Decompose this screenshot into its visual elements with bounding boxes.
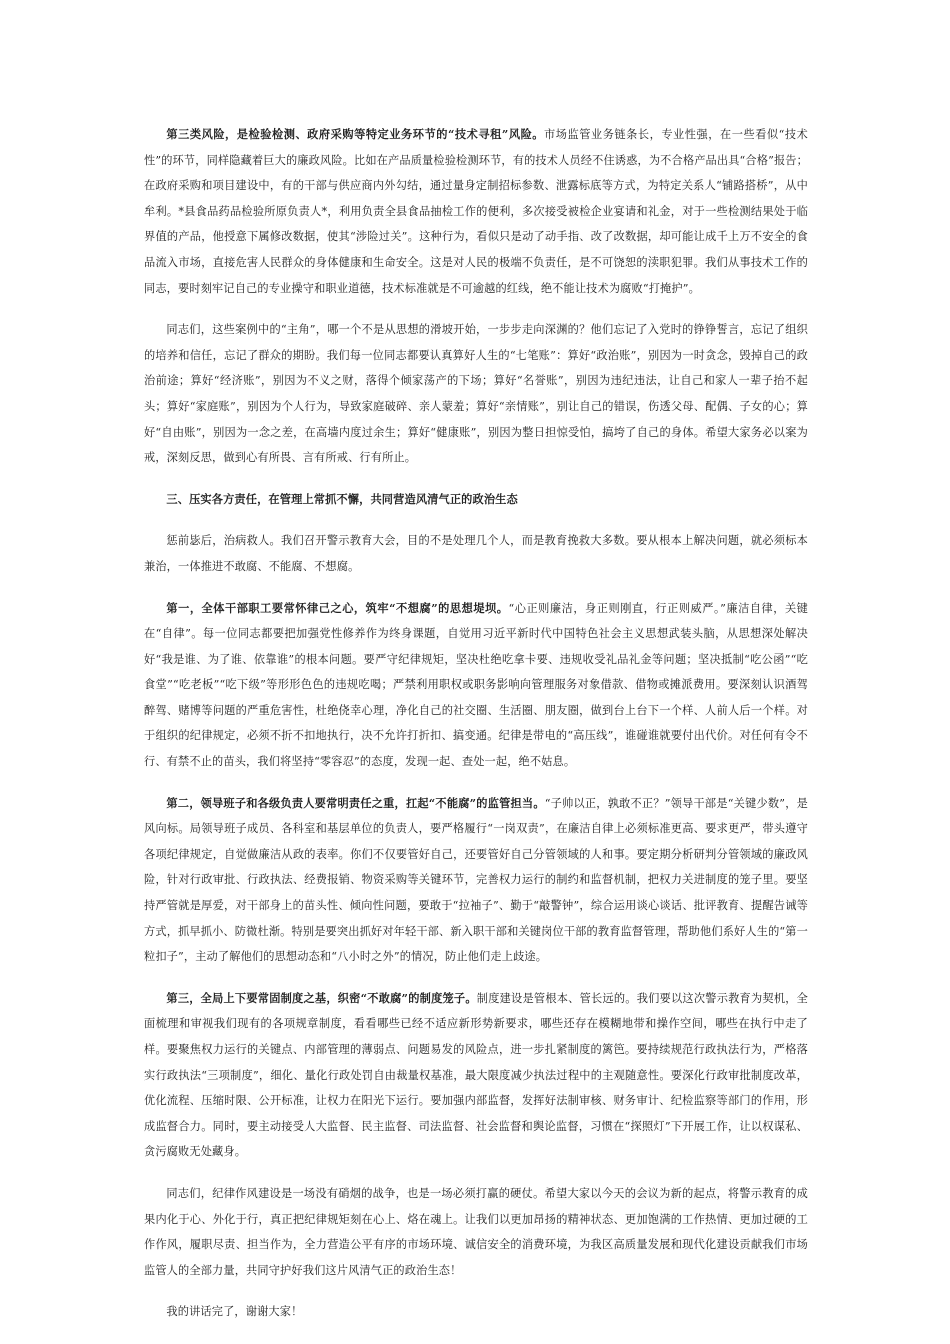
paragraph-technical-rent-risk: [144, 122, 808, 301]
paragraph-cure-and-save: [144, 528, 808, 579]
paragraph-closing-call: [144, 1181, 808, 1283]
paragraph-text: 制度建设是管根本、管长远的。我们要以这次警示教育为契机，全面梳理和审视我们现有的各项规章制度，看看哪些已经不适应新形势新要求，哪些还存在模糊地带和操作空间，哪些在执行中走了样。要聚焦权力运行的关键点、内部管理的薄弱点、问题易发的风险点，进一步扎紧制度的篱笆。要持续规范行政执法行为，严格落实行政执法“三项制度”，细化、量化行政处罚自由裁量权基准，最大限度减少执法过程中的主观随意性。要深化行政审批制度改革，优化流程、压缩时限、公开标准，让权力在阳光下运行。要加强内部监督，发挥好法制审核、财务审计、纪检监察等部门的作用，形成监督合力。同时，要主动接受人大监督、民主监督、司法监督、社会监督和舆论监督，习惯在“探照灯”下开展工作，让以权谋私、贪污腐败无处藏身。: [144, 991, 809, 1159]
paragraph-lead: 第二，领导班子和各级负责人要常明责任之重，扛起“不能腐”的监管担当。: [166, 795, 545, 810]
paragraph-text: “子帅以正，孰敢不正？”领导干部是“关键少数”，是风向标。局领导班子成员、各科室和基层单位的负责人，要严格履行“一岗双责”，在廉洁自律上必须标准更高、要求更严，带头遵守各项纪律规定，自觉做廉洁从政的表率。你们不仅要管好自己，还要管好自己分管领域的人和事。要定期分析研判分管领域的廉政风险，针对行政审批、行政执法、经费报销、物资采购等关键环节，完善权力运行的制约和监督机制，把权力关进制度的笼子里。要坚持严管就是厚爱，对干部身上的苗头性、倾向性问题，要敢于“拉袖子”、勤于“敲警钟”，综合运用谈心谈话、批评教育、提醒告诫等方式，抓早抓小、防微杜渐。特别是要突出抓好对年轻干部、新入职干部和关键岗位干部的教育监督管理，帮助他们系好人生的“第一粒扣子”，主动了解他们的思想动态和“八小时之外”的情况，防止他们走上歧途。: [144, 796, 808, 964]
paragraph-text: 同志们，这些案例中的“主角”，哪一个不是从思想的滑坡开始，一步步走向深渊的？他们忘记了入党时的铮铮誓言，忘记了组织的培养和信任，忘记了群众的期盼。我们每一位同志都要认真算好人生的“七笔账”：算好“政治账”，别因为一时贪念，毁掉自己的政治前途；算好“经济账”，别因为不义之财，落得个倾家荡产的下场；算好“名誉账”，别因为违纪违法，让自己和家人一辈子抬不起头；算好“家庭账”，别因为个人行为，导致家庭破碎、亲人蒙羞；算好“亲情账”，别让自己的错误，伤透父母、配偶、子女的心；算好“自由账”，别因为一念之差，在高墙内度过余生；算好“健康账”，别因为整日担惊受怕，搞垮了自己的身体。希望大家务必以案为戒，深刻反思，做到心有所畏、言有所戒、行有所止。: [144, 323, 808, 465]
paragraph-second-leadership: [144, 791, 808, 970]
paragraph-text: 惩前毖后，治病救人。我们召开警示教育大会，目的不是处理几个人，而是教育挽救大多数。要从根本上解决问题，就必须标本兼治，一体推进不敢腐、不能腐、不想腐。: [144, 534, 808, 573]
paragraph-first-self-discipline: [144, 596, 808, 775]
paragraph-third-institutions: [144, 986, 808, 1165]
paragraph-lead: 第一，全体干部职工要常怀律己之心，筑牢“不想腐”的思想堤坝。: [166, 600, 509, 615]
paragraph-thank-you: [144, 1299, 808, 1325]
paragraph-lead: 第三类风险，是检验检测、政府采购等特定业务环节的“技术寻租”风险。: [166, 127, 545, 141]
section-heading-three: 三、压实各方责任，在管理上常抓不懈，共同营造风清气正的政治生态: [166, 491, 518, 506]
document-body: [144, 122, 808, 1325]
paragraph-text: 我的讲话完了，谢谢大家！: [166, 1305, 303, 1319]
paragraph-text: 市场监管业务链条长，专业性强，在一些看似“技术性”的环节，同样隐藏着巨大的廉政风险。比如在产品质量检验检测环节，有的技术人员经不住诱惑，为不合格产品出具“合格”报告；在政府采购和项目建设中，有的干部与供应商内外勾结，通过量身定制招标参数、泄露标底等方式，为特定关系人“铺路搭桥”，从中牟利。*县食品药品检验所原负责人*，利用负责全县食品抽检工作的便利，多次接受被检企业宴请和礼金，对于一些检测结果处于临界值的产品，他授意下属修改数据，使其“涉险过关”。这种行为，看似只是动了动手指、改了改数据，却可能让成千上万不安全的食品流入市场，直接危害人民群众的身体健康和生命安全。这是对人民的极端不负责任，是不可饶恕的渎职犯罪。我们从事技术工作的同志，要时刻牢记自己的专业操守和职业道德，技术标准就是不可逾越的红线，绝不能让技术为腐败“打掩护”。: [144, 128, 808, 295]
paragraph-text: “心正则廉洁，身正则刚直，行正则威严。”廉洁自律，关键在“自律”。每一位同志都要把加强党性修养作为终身课题，自觉用习近平新时代中国特色社会主义思想武装头脑，从思想深处解决好“我是谁、为了谁、依靠谁”的根本问题。要严守纪律规矩，坚决杜绝吃拿卡要、违规收受礼品礼金等问题；坚决抵制“吃公函”“吃食堂”“吃老板”“吃下级”等形形色色的违规吃喝；严禁利用职权或职务影响向管理服务对象借款、借物或摊派费用。要深刻认识酒驾醉驾、赌博等问题的严重危害性，杜绝侥幸心理，净化自己的社交圈、生活圈、朋友圈，做到台上台下一个样、人前人后一个样。对于组织的纪律规定，必须不折不扣地执行，决不允许打折扣、搞变通。纪律是带电的“高压线”，谁碰谁就要付出代价。对任何有令不行、有禁不止的苗头，我们将坚持“零容忍”的态度，发现一起、查处一起，绝不姑息。: [144, 601, 809, 769]
paragraph-seven-accounts: [144, 317, 808, 471]
paragraph-lead: 第三，全局上下要常固制度之基，织密“不敢腐”的制度笼子。: [166, 990, 477, 1005]
paragraph-text: 同志们，纪律作风建设是一场没有硝烟的战争，也是一场必须打赢的硬仗。希望大家以今天的会议为新的起点，将警示教育的成果内化于心、外化于行，真正把纪律规矩刻在心上、烙在魂上。让我们以更加昂扬的精神状态、更加饱满的工作热情、更加过硬的工作作风，履职尽责、担当作为，全力营造公平有序的市场环境、诚信安全的消费环境，为我区高质量发展和现代化建设贡献我们市场监管人的全部力量，共同守护好我们这片风清气正的政治生态！: [144, 1186, 808, 1277]
